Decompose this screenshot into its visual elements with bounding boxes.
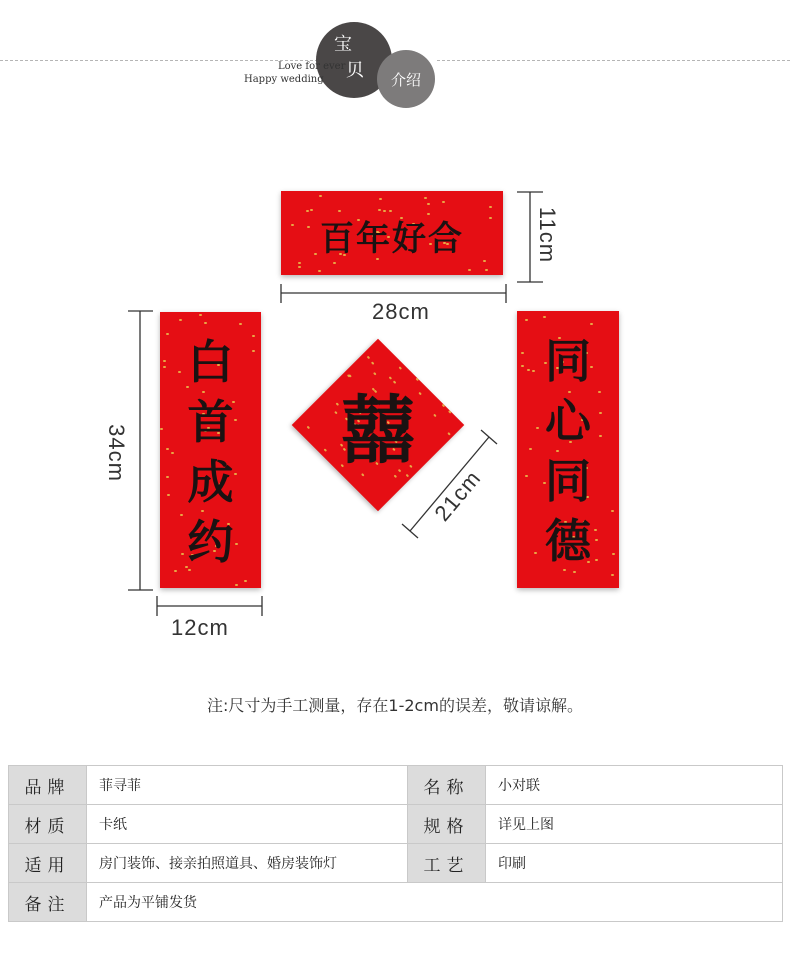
header-char-2: 贝 [346,60,364,81]
left-char-3: 成 [187,455,234,509]
spec-value: 菲寻菲 [87,766,408,805]
spec-label: 品牌 [9,766,87,805]
spec-value: 详见上图 [486,805,783,844]
dim-top-height: 11cm [535,206,560,264]
right-char-1: 同 [545,334,591,388]
spec-value: 小对联 [486,766,783,805]
header-tagline-2: Happy wedding [244,74,324,85]
spec-table [8,765,783,922]
dim-diamond-side: 21cm [429,465,486,526]
spec-value: 印刷 [486,844,783,883]
spec-label: 规格 [408,805,486,844]
left-char-1: 白 [187,335,234,389]
spec-row [9,766,783,805]
header-char-1: 宝 [334,34,352,55]
spec-row [9,883,783,922]
dim-top-width: 28cm [372,299,430,324]
right-char-4: 德 [545,514,591,568]
right-char-3: 同 [545,454,591,508]
dim-left-width: 12cm [171,615,229,640]
spec-label: 名称 [408,766,486,805]
left-char-2: 首 [187,395,234,449]
left-char-4: 约 [187,515,234,569]
dim-left-height: 34cm [104,424,129,482]
spec-label: 备注 [9,883,87,922]
spec-value: 卡纸 [87,805,408,844]
spec-label: 工艺 [408,844,486,883]
spec-label: 材质 [9,805,87,844]
right-char-2: 心 [545,394,591,448]
header-intro-label: 介绍 [390,70,421,89]
spec-value: 产品为平铺发货 [87,883,783,922]
spec-row [9,844,783,883]
header-tagline-1: Love for ever [278,61,346,72]
spec-label: 适用 [9,844,87,883]
center-diamond-text: 囍 [341,388,415,474]
spec-value: 房门装饰、接亲拍照道具、婚房装饰灯 [87,844,408,883]
spec-row [9,805,783,844]
measurement-note: 注:尺寸为手工测量，存在1-2cm的误差，敬请谅解。 [207,696,583,715]
horizontal-scroll-text: 百年好合 [320,219,464,259]
